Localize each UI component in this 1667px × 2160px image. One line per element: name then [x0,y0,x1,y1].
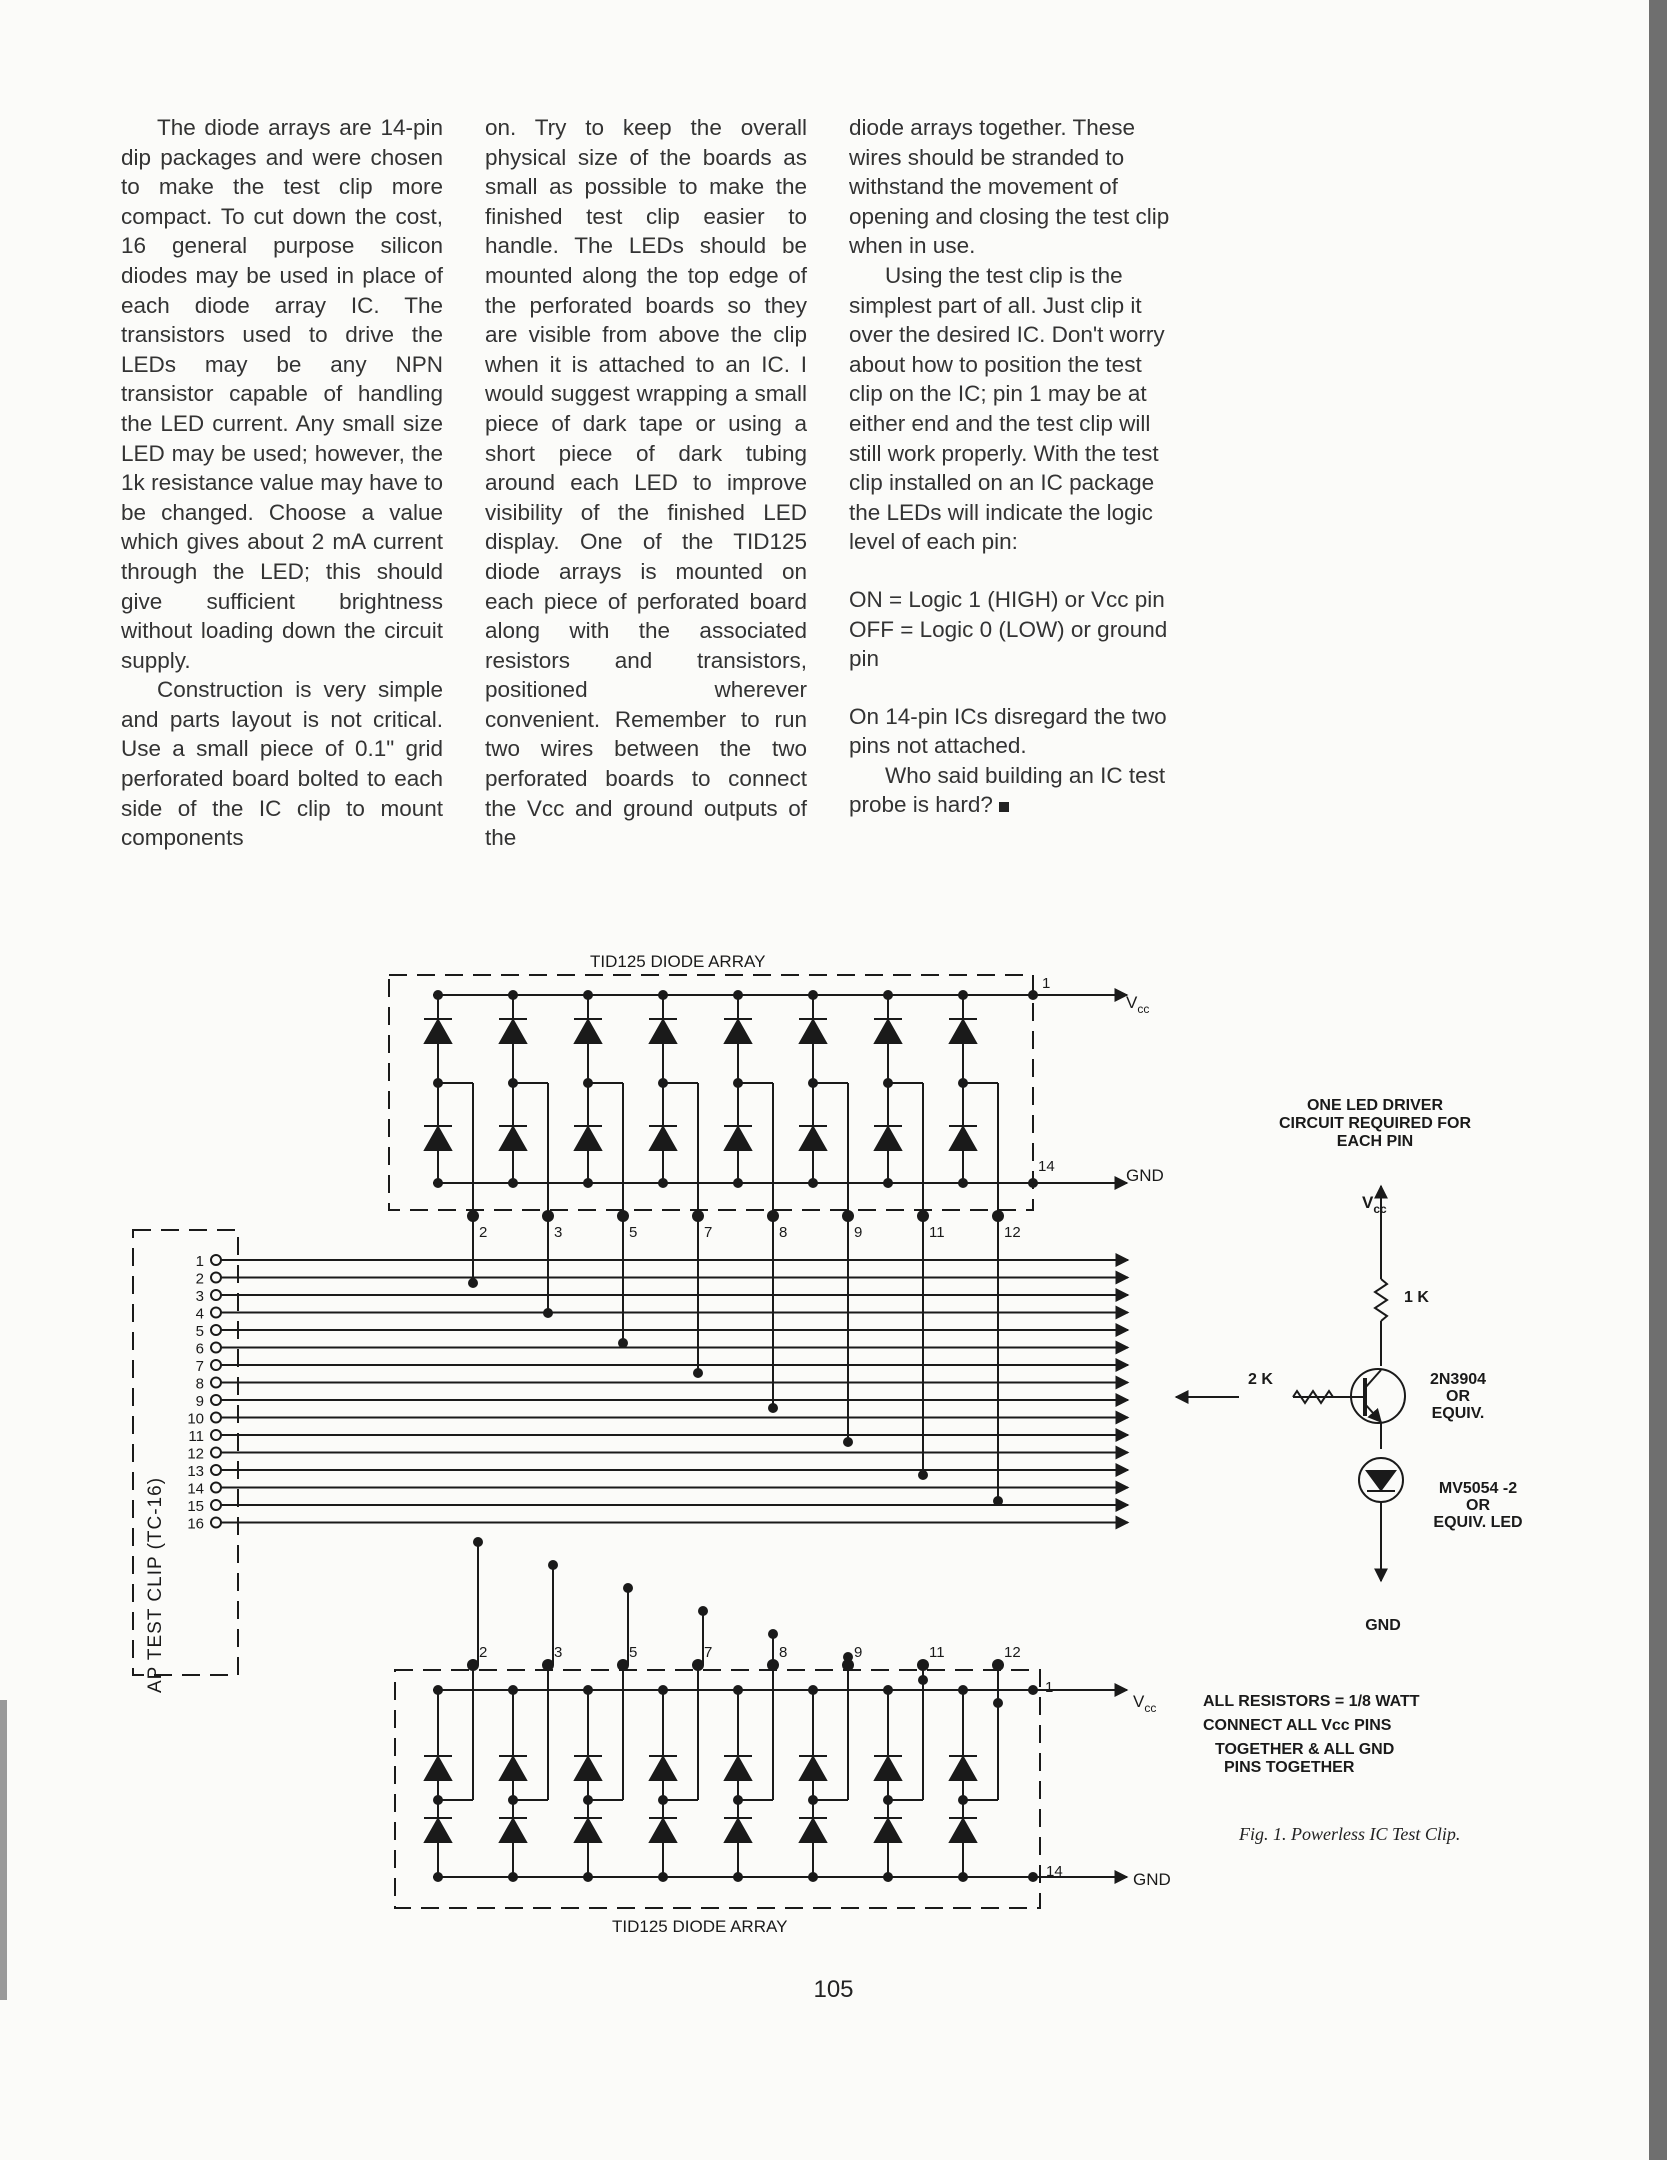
diode-icon [725,1127,751,1150]
note-line-4: PINS TOGETHER [1224,1759,1355,1776]
clip-pin-number: 6 [195,1340,204,1358]
array-pin-label: 5 [629,1224,638,1241]
bottom-gnd-pin-number: 14 [1046,1863,1063,1880]
connection-dot [623,1583,633,1593]
clip-pin-number: 2 [195,1270,204,1288]
diode-icon [725,1020,751,1043]
connection-dot [993,1496,1003,1506]
junction-dot [508,1685,518,1695]
top-array-label: TID125 DIODE ARRAY [590,952,766,971]
driver-vcc-main: V [1362,1193,1374,1212]
clip-pin-number: 5 [195,1323,204,1340]
diode-icon [875,1127,901,1150]
transistor-label-1: 2N3904 [1429,1371,1487,1388]
diode-icon [725,1757,751,1780]
top-vcc-sub: cc [1137,1002,1150,1016]
junction-dot [508,1178,518,1188]
text-column-3 [849,113,1171,820]
bottom-vcc-sub: cc [1144,1701,1157,1715]
paragraph: on. Try to keep the overall physical size of the boards as small as possible to make the finished test clip easier to handle. The LEDs should be mounted along the top edge of the perforated boards so they are visible from above the clip when it is attached to an IC. I would suggest wrapping a small piece of dark tape or using a short piece of dark tubing around each LED to improve visibility of the finished LED display. One of the TID125 diode arrays is mounted on each piece of perforated board along with the associated resistors and transistors, positioned wherever convenient. Remember to run two wires between the two perforated boards to connect the Vcc and ground outputs of the [485,115,807,851]
transistor-label-3: EQUIV. [1431,1405,1485,1422]
junction-dot [808,1178,818,1188]
junction-dot [433,1178,443,1188]
bottom-vcc-label [1133,1692,1156,1715]
clip-pin-number: 8 [195,1375,204,1393]
diode-icon [500,1127,526,1150]
page-number: 105 [813,1976,854,2003]
rail-dot [1028,1872,1038,1882]
diode-icon [875,1757,901,1780]
clip-pin-terminal [211,1255,221,1265]
diode-icon [500,1757,526,1780]
diode-icon [725,1819,751,1842]
junction-dot [658,1685,668,1695]
driver-title-line-2: CIRCUIT REQUIRED FOR [1279,1115,1471,1132]
connection-dot [843,1437,853,1447]
diode-icon [575,1757,601,1780]
array-pin-label: 12 [1004,1644,1021,1661]
connection-dot [768,1629,778,1639]
clip-pin-number: 10 [187,1410,204,1428]
clip-pin-terminal [211,1273,221,1283]
top-vcc-main: V [1126,993,1138,1012]
junction-dot [958,1178,968,1188]
transistor-collector [1365,1370,1381,1388]
connection-dot [918,1470,928,1480]
clip-pin-terminal [211,1518,221,1528]
connection-dot [693,1368,703,1378]
driver-title-line-1: ONE LED DRIVER [1306,1097,1444,1114]
note-line-1: ALL RESISTORS = 1/8 WATT [1203,1693,1420,1710]
junction-dot [808,1872,818,1882]
diode-icon [425,1127,451,1150]
paragraph: The diode arrays are 14-pin dip packages and were chosen to make the test clip more compact. To cut down the cost, 16 general purpose silicon diodes may be used in place of each diode array IC. The transistors used to drive the LEDs may be any NPN transistor capable of handling the LED current. Any small size LED may be used; however, the 1k resistance value may have to be changed. Choose a value which gives about 2 mA current through the LED; this should give sufficient brightness without loading down the circuit supply. [121,115,443,673]
connection-dot [993,1698,1003,1708]
transistor-label-2: OR [1446,1388,1470,1405]
driver-vcc-sub: cc [1373,1202,1387,1216]
clip-pin-number: 1 [195,1253,204,1270]
diode-icon [575,1127,601,1150]
paragraph: Construction is very simple and parts layout is not critical. Use a small piece of 0.1" grid perforated board bolted to each side of the IC clip to mount components [121,677,443,851]
clip-pin-terminal [211,1378,221,1388]
clip-pin-terminal [211,1360,221,1370]
array-pin-label: 9 [854,1224,863,1241]
connection-dot [843,1652,853,1662]
array-pin-label: 12 [1004,1224,1021,1241]
figure-caption: Fig. 1. Powerless IC Test Clip. [1239,1824,1461,1844]
bottom-vcc-pin-number: 1 [1045,1679,1054,1696]
diode-icon [575,1819,601,1842]
diode-icon [575,1020,601,1043]
junction-dot [658,1872,668,1882]
led-label-2: OR [1466,1497,1490,1514]
clip-pin-terminal [211,1395,221,1405]
junction-dot [658,1178,668,1188]
clip-pin-terminal [211,1430,221,1440]
junction-dot [433,1685,443,1695]
junction-dot [658,990,668,1000]
diode-icon [800,1757,826,1780]
diode-icon [650,1819,676,1842]
resistor-1k-label: 1 K [1404,1289,1429,1306]
closing-text: Who said building an IC test probe is hard? [849,762,1166,818]
led-label-1: MV5054 -2 [1438,1480,1518,1497]
led-diode-icon [1367,1471,1395,1490]
junction-dot [508,1872,518,1882]
end-mark-icon [999,802,1009,812]
junction-dot [958,1872,968,1882]
diode-icon [950,1020,976,1043]
note-line-3: TOGETHER & ALL GND [1215,1741,1395,1758]
clip-pin-number: 7 [195,1358,204,1375]
clip-pin-number: 4 [195,1305,204,1323]
clip-pin-terminal [211,1343,221,1353]
diode-icon [875,1819,901,1842]
clip-pin-number: 13 [187,1463,204,1480]
clip-pin-number: 14 [187,1480,204,1498]
junction-dot [808,1685,818,1695]
diode-icon [950,1757,976,1780]
diode-icon [800,1819,826,1842]
junction-dot [883,990,893,1000]
array-pin-label: 5 [629,1644,638,1661]
junction-dot [958,990,968,1000]
array-pin-label: 8 [779,1224,788,1241]
clip-label: AP TEST CLIP (TC-16) [145,1476,166,1694]
junction-dot [733,1872,743,1882]
top-vcc-pin-number: 1 [1042,975,1051,992]
paragraph: Using the test clip is the simplest part of all. Just clip it over the desired IC. Don't worry about how to position the test clip on the IC; pin 1 may be at either end and the test clip will still work properly. With the test clip installed on an IC package the LEDs will indicate the logic level of each pin: [849,262,1165,555]
clip-pin-number: 12 [187,1445,204,1463]
connection-dot [543,1308,553,1318]
junction-dot [583,1685,593,1695]
bottom-array-label: TID125 DIODE ARRAY [612,1917,788,1936]
array-pin-label: 3 [554,1224,563,1241]
on-definition: ON = Logic 1 (HIGH) or Vcc pin [849,586,1165,612]
junction-dot [583,1872,593,1882]
junction-dot [733,1685,743,1695]
clip-pin-terminal [211,1500,221,1510]
clip-pin-terminal [211,1290,221,1300]
array-pin-label: 11 [929,1644,945,1661]
diode-icon [875,1020,901,1043]
rail-dot [1028,1685,1038,1695]
array-pin-label: 7 [704,1224,713,1241]
junction-dot [508,990,518,1000]
diode-icon [950,1819,976,1842]
diode-icon [425,1819,451,1842]
driver-gnd-label: GND [1365,1617,1401,1634]
clip-pin-terminal [211,1448,221,1458]
junction-dot [433,990,443,1000]
note-line-2: CONNECT ALL Vcc PINS [1203,1717,1392,1734]
diode-icon [650,1127,676,1150]
resistor-1k-icon [1375,1279,1387,1321]
clip-pin-number: 16 [187,1515,204,1533]
clip-pin-number: 11 [188,1428,204,1445]
bottom-vcc-main: V [1133,1692,1145,1711]
connection-dot [618,1338,628,1348]
junction-dot [733,990,743,1000]
diode-icon [425,1757,451,1780]
junction-dot [733,1178,743,1188]
junction-dot [883,1872,893,1882]
clip-pin-terminal [211,1465,221,1475]
text-column-2 [485,113,807,853]
clip-pin-terminal [211,1325,221,1335]
driver-title-line-3: EACH PIN [1336,1133,1414,1150]
junction-dot [433,1872,443,1882]
array-pin-label: 3 [554,1644,563,1661]
rail-dot [1028,990,1038,1000]
diode-icon [950,1127,976,1150]
top-vcc-label [1126,993,1149,1016]
clip-pin-terminal [211,1483,221,1493]
clip-pin-number: 15 [187,1498,204,1515]
connection-dot [698,1606,708,1616]
bottom-array-outline [395,1670,1040,1908]
array-pin-label: 2 [479,1224,488,1241]
off-definition: OFF = Logic 0 (LOW) or ground pin [849,616,1168,672]
diode-icon [800,1020,826,1043]
circuit-diagram [0,930,1667,1960]
diode-icon [800,1127,826,1150]
rail-dot [1028,1178,1038,1188]
driver-vcc-label [1362,1193,1387,1216]
junction-dot [883,1685,893,1695]
diode-icon [650,1757,676,1780]
bottom-gnd-label: GND [1133,1870,1171,1889]
array-pin-label: 2 [479,1644,488,1661]
junction-dot [958,1685,968,1695]
clip-pin-terminal [211,1308,221,1318]
top-gnd-label: GND [1126,1166,1164,1185]
diode-icon [650,1020,676,1043]
connection-dot [918,1675,928,1685]
resistor-2k-label: 2 K [1248,1371,1273,1388]
closing-paragraph [849,761,1171,820]
connection-dot [768,1403,778,1413]
diode-icon [425,1020,451,1043]
diode-icon [500,1819,526,1842]
clip-pin-number: 9 [195,1393,204,1410]
junction-dot [583,1178,593,1188]
paragraph: On 14-pin ICs disregard the two pins not attached. [849,703,1167,759]
array-pin-label: 11 [929,1224,945,1241]
array-pin-label: 8 [779,1644,788,1661]
diode-icon [500,1020,526,1043]
junction-dot [808,990,818,1000]
clip-pin-terminal [211,1413,221,1423]
text-column-1 [121,113,443,853]
connection-dot [473,1537,483,1547]
clip-pin-number: 3 [195,1288,204,1305]
transistor-emitter [1365,1404,1381,1422]
paragraph: diode arrays together. These wires should be stranded to withstand the movement of opening and closing the test clip when in use. [849,115,1170,259]
array-pin-label: 9 [854,1644,863,1661]
led-label-3: EQUIV. LED [1433,1514,1523,1531]
array-pin-label: 7 [704,1644,713,1661]
top-array-outline [389,975,1033,1210]
connection-dot [548,1560,558,1570]
connection-dot [468,1278,478,1288]
top-gnd-pin-number: 14 [1038,1158,1055,1175]
junction-dot [583,990,593,1000]
junction-dot [883,1178,893,1188]
